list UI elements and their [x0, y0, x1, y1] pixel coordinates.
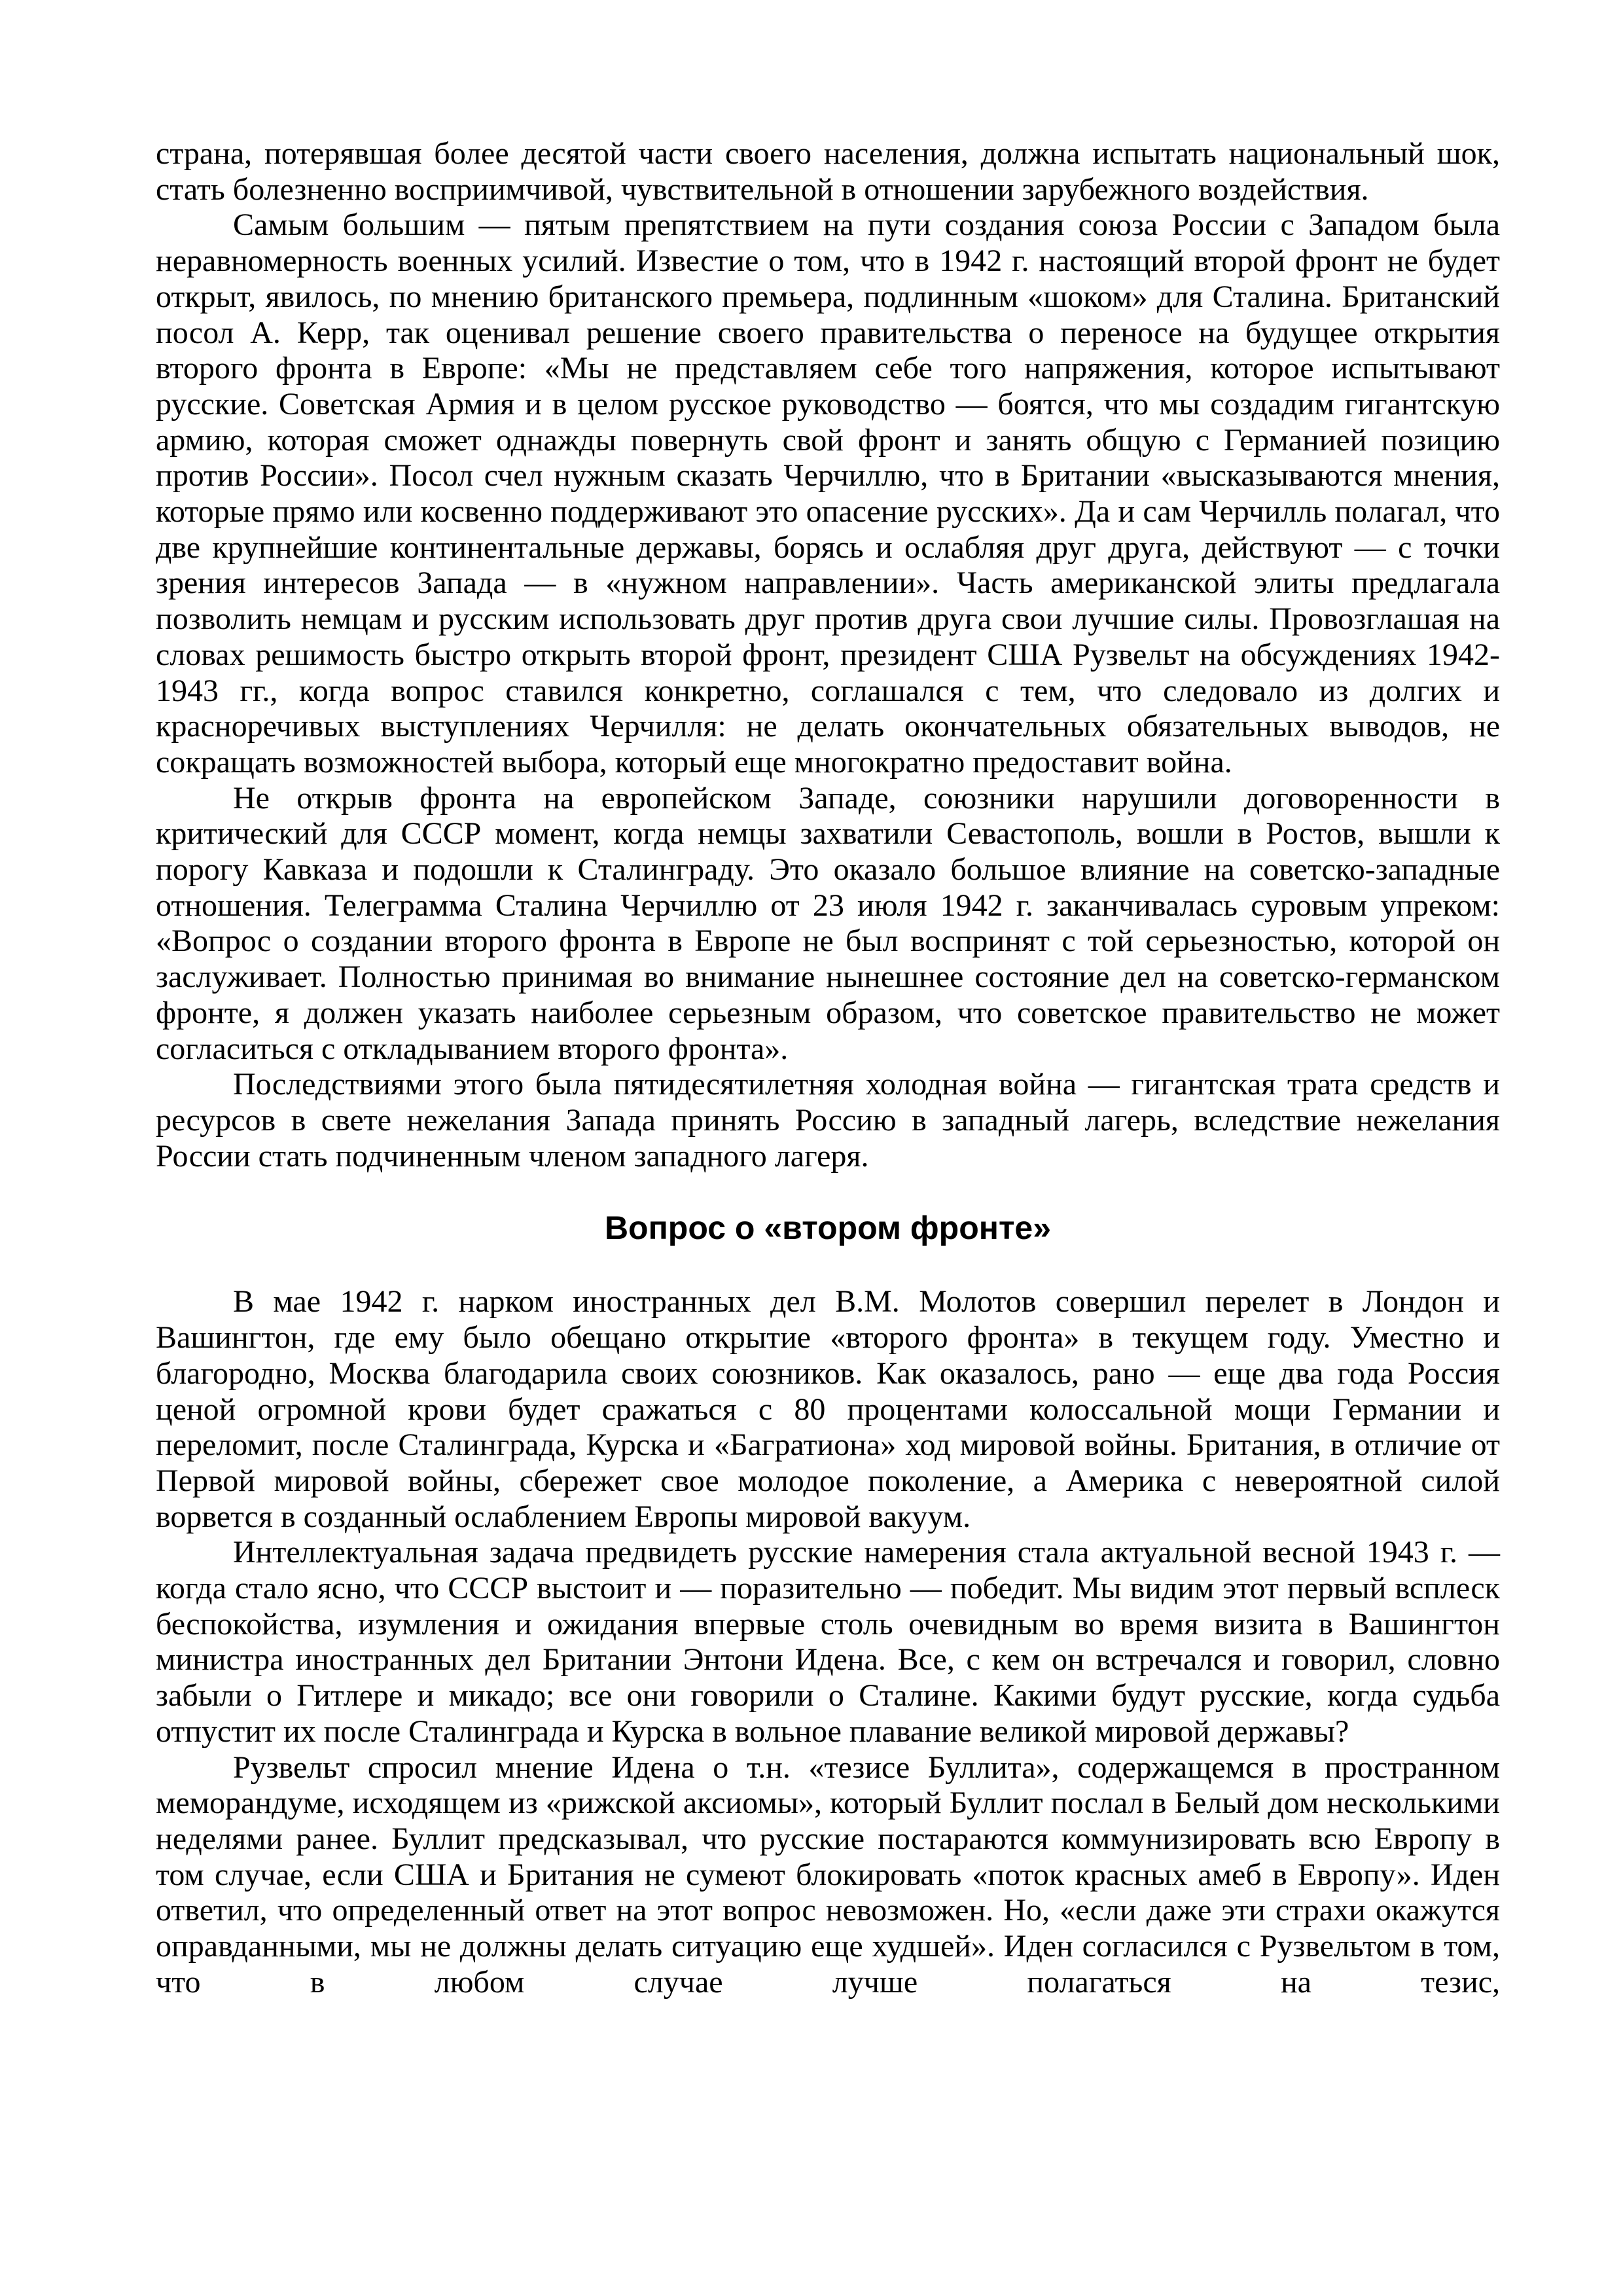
paragraph-continued-population-shock: страна, потерявшая более десятой части своего населения, должна испытать национальный шок, стать болезненно восприимчивой, чувствительной в отношении зарубежного воздействия. [156, 136, 1500, 207]
paragraph-fifth-obstacle: Самым большим — пятым препятствием на пути создания союза России с Западом была неравномерность военных усилий. Известие о том, что в 1942 г. настоящий второй фронт не будет открыт, явилось, по мнению британского премьера, подлинным «шоком» для Сталина. Британский посол А. Керр, так оценивал решение своего правительства о переносе на будущее открытия второго фронта в Европе: «Мы не представляем себе того напряжения, которое испытывают русские. Советская Армия и в целом русское руководство — боятся, что мы создадим гигантскую армию, которая сможет однажды повернуть свой фронт и занять общую с Германией позицию против России». Посол счел нужным сказать Черчиллю, что в Британии «высказываются мнения, которые прямо или косвенно поддерживают это опасение русских». Да и сам Черчилль полагал, что две крупнейшие континентальные державы, борясь и ослабляя друг друга, действуют — с точки зрения интересов Запада — в «нужном направлении». Часть американской элиты предлагала позволить немцам и русским использовать друг против друга свои лучшие силы. Провозглашая на словах решимость быстро открыть второй фронт, президент США Рузвельт на обсуждениях 1942-1943 гг., когда вопрос ставился конкретно, соглашался с тем, что следовало из долгих и красноречивых выступлениях Черчилля: не делать окончательных обязательных выводов, не сокращать возможностей выбора, который еще многократно предоставит война. [156, 207, 1500, 780]
paragraph-bullitt-thesis: Рузвельт спросил мнение Идена о т.н. «тезисе Буллита», содержащемся в пространном меморандуме, исходящем из «рижской аксиомы», который Буллит послал в Белый дом несколькими неделями ранее. Буллит предсказывал, что русские постараются коммунизировать всю Европу в том случае, если США и Британия не сумеют блокировать «поток красных амеб в Европу». Иден ответил, что определенный ответ на этот вопрос невозможен. Но, «если даже эти страхи окажутся оправданными, мы не должны делать ситуацию еще худшей». Иден согласился с Рузвельтом в том, что в любом случае лучше полагаться на тезис, [156, 1749, 1500, 2000]
paragraph-intellectual-task: Интеллектуальная задача предвидеть русские намерения стала актуальной весной 1943 г. — когда стало ясно, что СССР выстоит и — поразительно — победит. Мы видим этот первый всплеск беспокойства, изумления и ожидания впервые столь очевидным во время визита в Вашингтон министра иностранных дел Британии Энтони Идена. Все, с кем он встречался и говорил, словно забыли о Гитлере и микадо; все они говорили о Сталине. Какими будут русские, когда судьба отпустит их после Сталинграда и Курска в вольное плавание великой мировой державы? [156, 1535, 1500, 1749]
paragraph-molotov-flight: В мае 1942 г. нарком иностранных дел В.М. Молотов совершил перелет в Лондон и Вашингтон, где ему было обещано открытие «второго фронта» в текущем году. Уместно и благородно, Москва благодарила своих союзников. Как оказалось, рано — еще два года Россия ценой огромной крови будет сражаться с 80 процентами колоссальной мощи Германии и переломит, после Сталинграда, Курска и «Багратиона» ход мировой войны. Британия, в отличие от Первой мировой войны, сбережет свое молодое поколение, а Америка с невероятной силой ворвется в созданный ослаблением Европы мировой вакуум. [156, 1284, 1500, 1534]
section-heading: Вопрос о «втором фронте» [604, 1210, 1052, 1247]
paragraph-cold-war-consequences: Последствиями этого была пятидесятилетняя холодная война — гигантская трата средств и ресурсов в свете нежелания Запада принять Россию в западный лагерь, вследствие нежелания России стать подчиненным членом западного лагеря. [156, 1067, 1500, 1174]
document-page [156, 136, 1500, 2000]
paragraph-allies-broke-agreements: Не открыв фронта на европейском Западе, союзники нарушили договоренности в критический для СССР момент, когда немцы захватили Севастополь, вошли в Ростов, вышли к порогу Кавказа и подошли к Сталинграду. Это оказало большое влияние на советско-западные отношения. Телеграмма Сталина Черчиллю от 23 июля 1942 г. заканчивалась суровым упреком: «Вопрос о создании второго фронта в Европе не был воспринят с той серьезностью, которой он заслуживает. Полностью принимая во внимание нынешнее состояние дел на советско-германском фронте, я должен указать наиболее серьезным образом, что советское правительство не может согласиться с откладыванием второго фронта». [156, 780, 1500, 1066]
